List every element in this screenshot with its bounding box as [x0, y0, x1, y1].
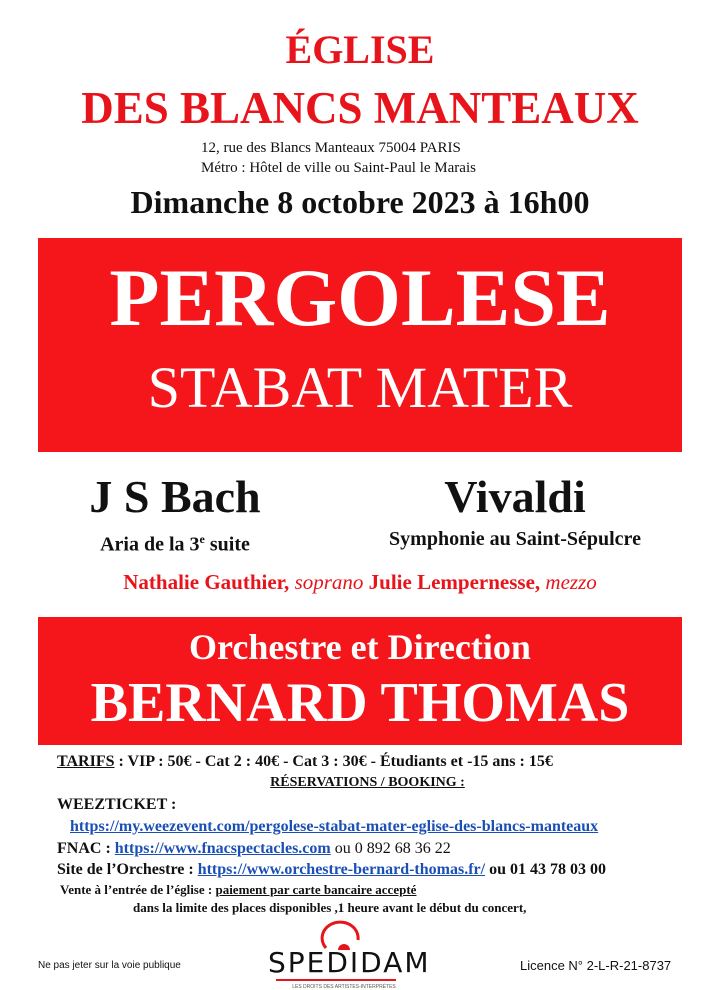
metro-info: Métro : Hôtel de ville ou Saint-Paul le Marais	[201, 160, 476, 176]
orchestra-line: Site de l’Orchestre : https://www.orchestre-bernard-thomas.fr/ ou 01 43 78 03 00	[57, 861, 606, 878]
address: 12, rue des Blancs Manteaux 75004 PARIS	[201, 140, 461, 156]
program-composer-bach: J S Bach	[89, 471, 261, 522]
church-name-line1: ÉGLISE	[285, 27, 435, 72]
church-name-line2: DES BLANCS MANTEAUX	[81, 83, 639, 133]
litter-notice: Ne pas jeter sur la voie publique	[38, 960, 181, 971]
orchestra-link[interactable]: https://www.orchestre-bernard-thomas.fr/	[197, 861, 486, 878]
concert-date: Dimanche 8 octobre 2023 à 16h00	[130, 184, 590, 220]
fnac-link[interactable]: https://www.fnacspectacles.com	[114, 840, 331, 857]
sale-limit: dans la limite des places disponibles ,1 heure avant le début du concert,	[133, 900, 527, 915]
singers: Nathalie Gauthier, soprano Julie Lempernesse, mezzo	[123, 570, 597, 594]
fnac-line: FNAC : https://www.fnacspectacles.com ou 0 892 68 36 22	[57, 840, 451, 857]
booking-title: RÉSERVATIONS / BOOKING :	[270, 775, 465, 790]
direction-label: Orchestre et Direction	[189, 627, 531, 667]
program-work-vivaldi: Symphonie au Saint-Sépulcre	[389, 528, 641, 550]
program-composer-vivaldi: Vivaldi	[444, 471, 586, 522]
work-title: STABAT MATER	[147, 355, 573, 420]
direction-box	[38, 617, 682, 745]
logo-text: SPEDIDAM	[268, 946, 431, 979]
weezticket-link[interactable]: https://my.weezevent.com/pergolese-stabat-mater-eglise-des-blancs-manteaux	[70, 818, 599, 835]
main-title-box	[38, 238, 682, 452]
licence: Licence N° 2-L-R-21-8737	[520, 958, 672, 973]
tarifs: TARIFS : VIP : 50€ - Cat 2 : 40€ - Cat 3 : 30€ - Étudiants et -15 ans : 15€	[57, 753, 553, 770]
spedidam-logo	[268, 918, 431, 990]
composer-title: PERGOLESE	[109, 252, 611, 343]
program-work-bach: Aria de la 3e suite	[100, 532, 250, 556]
logo-tagline: LES DROITS DES ARTISTES-INTERPRÈTES	[292, 984, 396, 990]
conductor-name: BERNARD THOMAS	[90, 672, 630, 734]
sale-info: Vente à l’entrée de l’église : paiement par carte bancaire accepté	[60, 882, 417, 897]
weezticket-label: WEEZTICKET :	[57, 796, 177, 813]
